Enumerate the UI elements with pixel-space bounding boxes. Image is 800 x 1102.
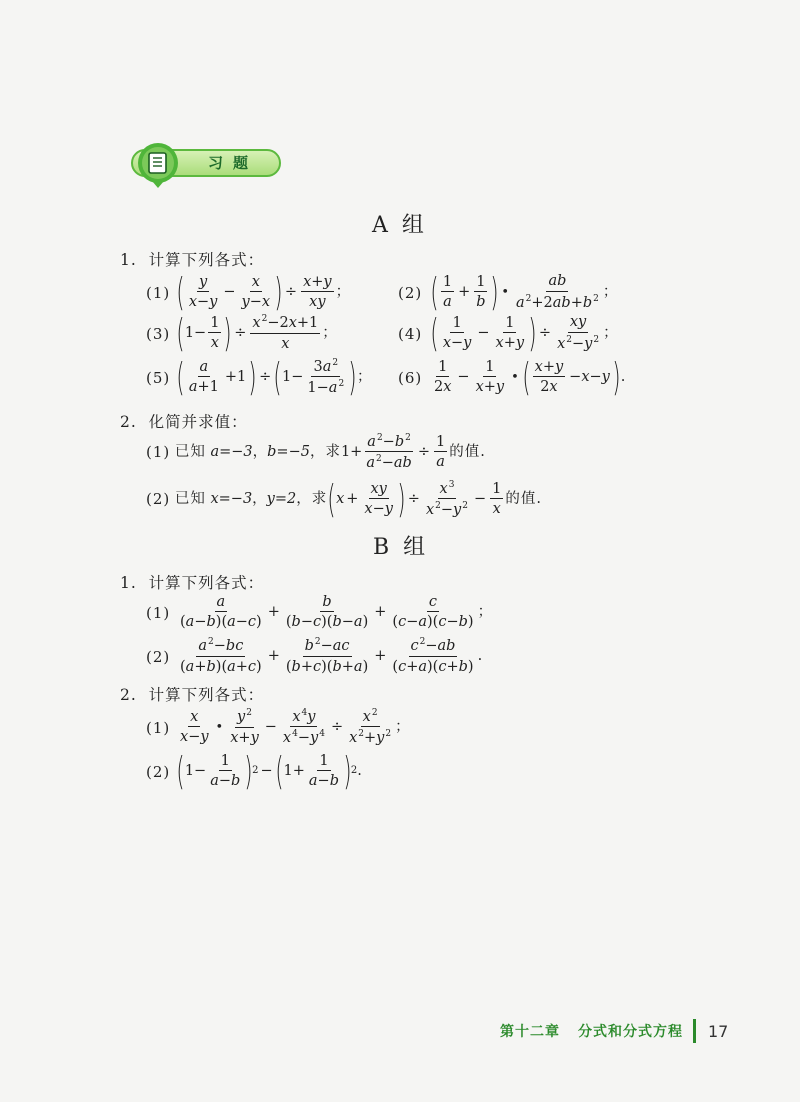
b-q1-1-expr: $\frac{a}{(a-b)(a-c)}$ + $\frac{b}{(b-c)(b-a)}$ + $\frac{c}{(c-a)(c-b)}$ ；	[180, 593, 493, 630]
b-q1-1-label: (1)	[146, 604, 171, 622]
a-q1-1-label: (1)	[146, 284, 171, 302]
a-q1-3-label: (3)	[146, 325, 171, 343]
a-q1-6-expr: $\frac{1}{2x}$ − $\frac{1}{x+y}$ • ( $\frac{x+y}{2x}$ −x−y ) .	[434, 354, 626, 399]
group-b-title: B组	[373, 535, 440, 560]
page-number: 17	[708, 1021, 729, 1041]
a-q1-2-expr: ( $\frac{1}{a}$ + $\frac{1}{b}$ ) • $\frac{ab}{a^2+2ab+b^2}$ ；	[430, 269, 618, 314]
b-q1-2-expr: $\frac{a^2-bc}{(a+b)(a+c)}$ + $\frac{b^2-ac}{(b+c)(b+a)}$ + $\frac{c^2-ab}{(c+a)(c+b)}$ .	[180, 637, 483, 675]
a-q1-2-label: (2)	[398, 284, 423, 302]
a-q1-1-expr: ( $\frac{y}{x-y}$ − $\frac{x}{y-x}$ ) ÷ $\frac{x+y}{xy}$ ；	[176, 269, 351, 314]
a-q2-head: 2. 化简并求值：	[120, 413, 248, 431]
a-q2-2-expr: (2) 已知 x=−3 ， y=2 ，求 ( x + $\frac{xy}{x-y}$ ) ÷ $\frac{x^3}{x^2-y^2}$ − $\frac{1}{x}$ 的值.	[146, 476, 542, 521]
b-q1-head: 1. 计算下列各式：	[120, 574, 265, 592]
footer-title: 分式和分式方程	[578, 1024, 683, 1040]
b-q2-1-expr: $\frac{x}{x-y}$ • $\frac{y^2}{x+y}$ − $\frac{x^4y}{x^4-y^4}$ ÷ $\frac{x^2}{x^2+y^2}$ ；	[180, 707, 410, 746]
a-q1-4-expr: ( $\frac{1}{x-y}$ − $\frac{1}{x+y}$ ) ÷ $\frac{xy}{x^2-y^2}$ ；	[430, 310, 618, 355]
group-a-title: A组	[372, 213, 438, 238]
a-q2-1-expr: (1) 已知 a=−3 ， b=−5 ，求 1+ $\frac{a^2-b^2}{a^2-ab}$ ÷ $\frac{1}{a}$ 的值.	[146, 432, 486, 471]
a-q1-3-expr: ( 1− $\frac{1}{x}$ ) ÷ $\frac{x^2-2x+1}{x}$ ；	[176, 310, 337, 355]
b-q2-2-label: (2)	[146, 763, 171, 781]
b-q2-2-expr: ( 1− $\frac{1}{a-b}$ ) 2 − ( 1+ $\frac{1}{a-b}$ ) 2 .	[176, 748, 362, 793]
a-q1-6-label: (6)	[398, 369, 423, 387]
footer-chapter: 第十二章	[500, 1024, 560, 1040]
a-q1-4-label: (4)	[398, 325, 423, 343]
page-footer	[500, 1017, 800, 1045]
footer-divider	[693, 1019, 696, 1043]
b-q2-1-label: (1)	[146, 719, 171, 737]
a-q1-5-label: (5)	[146, 369, 171, 387]
notebook-icon	[149, 153, 166, 173]
a-q1-head: 1. 计算下列各式：	[120, 251, 265, 269]
b-q2-head: 2. 计算下列各式：	[120, 686, 265, 704]
banner-title: 习题	[208, 154, 259, 172]
b-q1-2-label: (2)	[146, 648, 171, 666]
a-q1-5-expr: ( $\frac{a}{a+1}$ +1 ) ÷ ( 1− $\frac{3a^2}{1-a^2}$ ) ；	[176, 354, 372, 399]
